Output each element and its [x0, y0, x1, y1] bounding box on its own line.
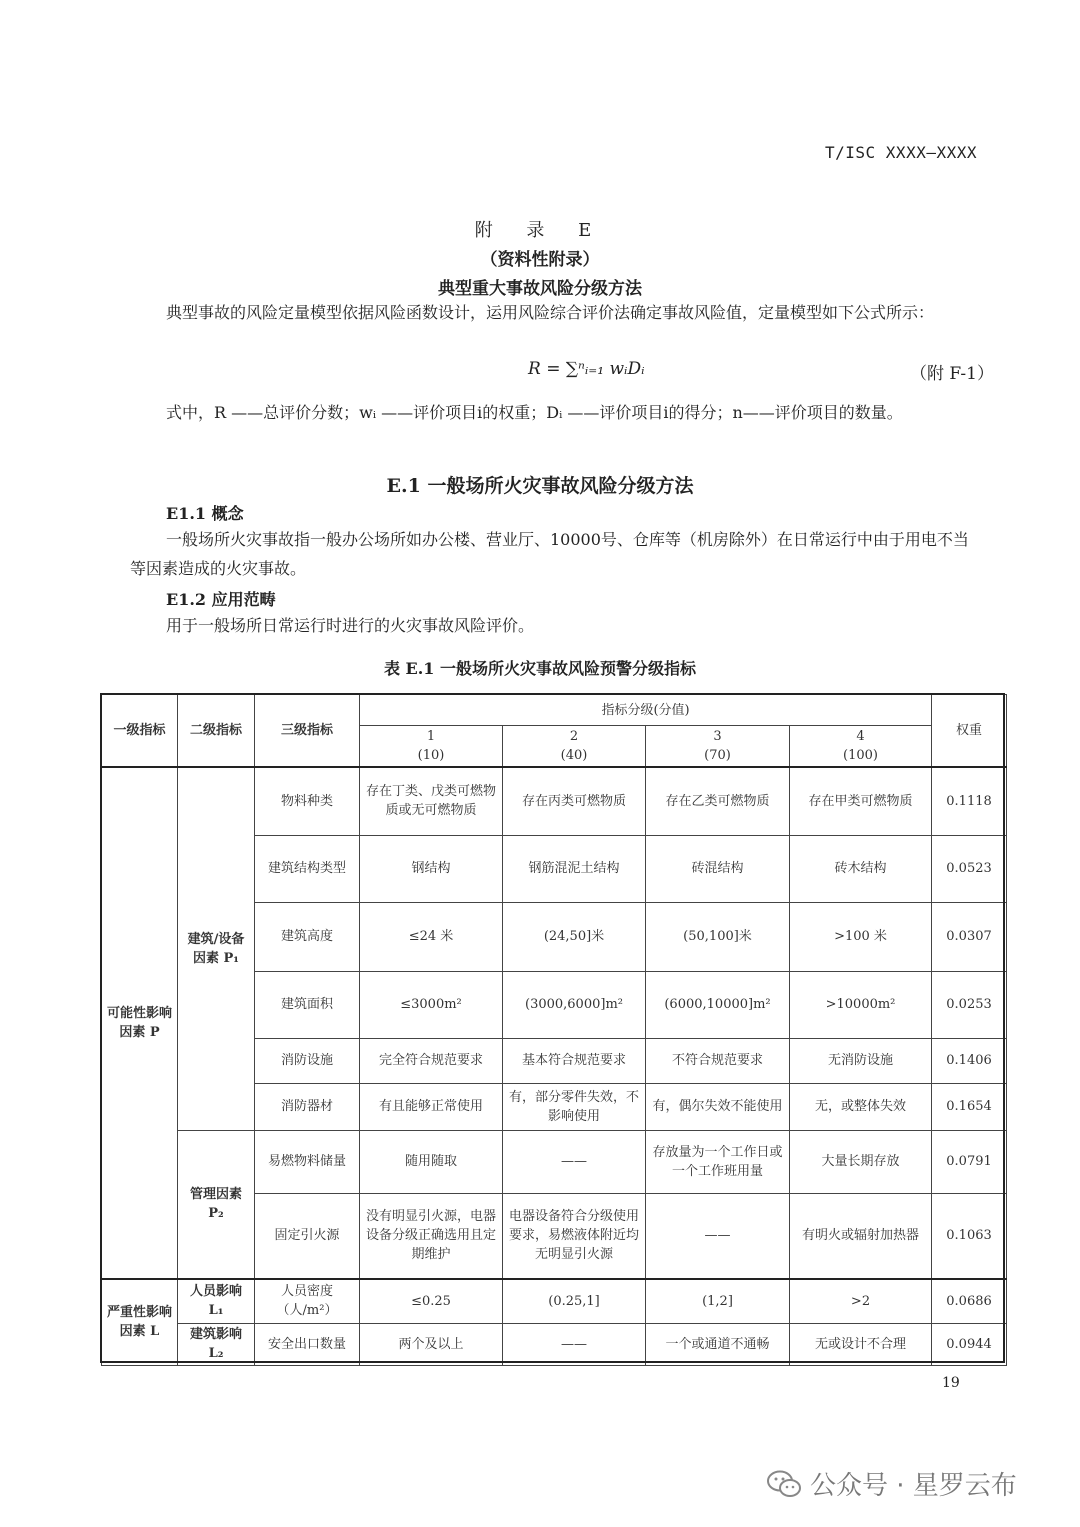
row-grade-2: —— [503, 1323, 646, 1365]
row-grade-4: 大量长期存放 [790, 1130, 932, 1193]
grade-score: (100) [843, 748, 878, 763]
header-grade-4 [790, 726, 932, 768]
row-weight: 0.0307 [932, 902, 1007, 971]
header-grade-1 [360, 726, 503, 768]
appendix-title: 附 录 E [474, 220, 606, 241]
row-weight: 0.0944 [932, 1323, 1007, 1365]
row-grade-2: 存在丙类可燃物质 [503, 767, 646, 835]
row-grade-1: 完全符合规范要求 [360, 1038, 503, 1083]
row-grade-4: 无或设计不合理 [790, 1323, 932, 1365]
row-grade-3: 一个或通道不通畅 [646, 1323, 790, 1365]
row-grade-2: (3000,6000]m² [503, 971, 646, 1038]
header-grading: 指标分级(分值) [360, 695, 932, 726]
row-name: 固定引火源 [255, 1193, 360, 1279]
row-grade-3: 存在乙类可燃物质 [646, 767, 790, 835]
grade-number: 1 [426, 729, 436, 744]
row-grade-4: 存在甲类可燃物质 [790, 767, 932, 835]
group-possibility: 可能性影响因素 P [102, 767, 178, 1279]
risk-grading-table [101, 694, 1007, 1366]
row-grade-1: 两个及以上 [360, 1323, 503, 1365]
formula: R = ∑ⁿᵢ₌₁ wᵢDᵢ [528, 359, 645, 379]
row-grade-2: —— [503, 1130, 646, 1193]
row-grade-1: 没有明显引火源，电器设备分级正确选用且定期维护 [360, 1193, 503, 1279]
sub-management: 管理因素 P₂ [178, 1130, 255, 1279]
grade-number: 4 [856, 729, 865, 744]
row-grade-4: 无，或整体失效 [790, 1083, 932, 1130]
row-grade-4: >10000m² [790, 971, 932, 1038]
sub-building-impact: 建筑影响 L₂ [178, 1323, 255, 1365]
row-grade-2: 有，部分零件失效，不影响使用 [503, 1083, 646, 1130]
group-severity: 严重性影响因素 L [102, 1279, 178, 1365]
intro-paragraph: 典型事故的风险定量模型依据风险函数设计，运用风险综合评价法确定事故风险值，定量模型如下公式所示： [166, 303, 935, 322]
row-grade-2: 钢筋混泥土结构 [503, 835, 646, 902]
row-name: 易燃物料储量 [255, 1130, 360, 1193]
row-name: 建筑高度 [255, 902, 360, 971]
row-name: 物料种类 [255, 767, 360, 835]
table-row [102, 767, 1007, 835]
header-grade-3 [646, 726, 790, 768]
header-grade-2 [503, 726, 646, 768]
page-number: 19 [942, 1375, 960, 1391]
row-grade-4: 砖木结构 [790, 835, 932, 902]
appendix-heading: 典型重大事故风险分级方法 [438, 279, 642, 299]
header-weight: 权重 [932, 695, 1007, 768]
watermark-text: 公众号 · 星罗云布 [810, 1471, 1017, 1501]
row-grade-4: >2 [790, 1279, 932, 1323]
row-name: 建筑面积 [255, 971, 360, 1038]
appendix-type: （资料性附录） [480, 250, 600, 270]
subsection-scope-text: 用于一般场所日常运行时进行的火灾事故风险评价。 [166, 616, 535, 635]
sub-building-equipment: 建筑/设备因素 P₁ [178, 767, 255, 1130]
header-level3: 三级指标 [255, 695, 360, 768]
row-grade-3: 有，偶尔失效不能使用 [646, 1083, 790, 1130]
row-name: 安全出口数量 [255, 1323, 360, 1365]
row-weight: 0.0686 [932, 1279, 1007, 1323]
row-grade-1: 随用随取 [360, 1130, 503, 1193]
section-title: E.1 一般场所火灾事故风险分级方法 [386, 475, 694, 497]
row-grade-2: (24,50]米 [503, 902, 646, 971]
row-grade-3: 存放量为一个工作日或一个工作班用量 [646, 1130, 790, 1193]
formula-explanation: 式中，R ——总评价分数；wᵢ ——评价项目i的权重；Dᵢ ——评价项目i的得分；n——评价项目的数量。 [166, 403, 903, 422]
table-row [102, 1130, 1007, 1193]
header-level2: 二级指标 [178, 695, 255, 768]
row-weight: 0.1654 [932, 1083, 1007, 1130]
row-name: 人员密度（人/m²） [255, 1279, 360, 1323]
formula-number: （附 F-1） [910, 364, 994, 384]
row-grade-1: 有且能够正常使用 [360, 1083, 503, 1130]
subsection-concept-text: 一般场所火灾事故指一般办公场所如办公楼、营业厅、10000号、仓库等（机房除外）在日常运行中由于用电不当等因素造成的火灾事故。 [130, 530, 969, 578]
sub-personnel: 人员影响 L₁ [178, 1279, 255, 1323]
row-weight: 0.1118 [932, 767, 1007, 835]
row-grade-2: 电器设备符合分级使用要求，易燃液体附近均无明显引火源 [503, 1193, 646, 1279]
row-grade-4: >100 米 [790, 902, 932, 971]
table-caption: 表 E.1 一般场所火灾事故风险预警分级指标 [383, 659, 697, 678]
grade-number: 3 [713, 729, 722, 744]
row-grade-2: (0.25,1] [503, 1279, 646, 1323]
row-name: 建筑结构类型 [255, 835, 360, 902]
grade-score: (70) [704, 748, 731, 763]
row-grade-1: ≤3000m² [360, 971, 503, 1038]
row-grade-2: 基本符合规范要求 [503, 1038, 646, 1083]
row-grade-1: ≤24 米 [360, 902, 503, 971]
row-grade-3: 砖混结构 [646, 835, 790, 902]
row-grade-3: (6000,10000]m² [646, 971, 790, 1038]
subsection-concept-title: E1.1 概念 [166, 504, 244, 523]
row-weight: 0.0791 [932, 1130, 1007, 1193]
row-grade-3: (50,100]米 [646, 902, 790, 971]
row-grade-4: 无消防设施 [790, 1038, 932, 1083]
row-grade-3: (1,2] [646, 1279, 790, 1323]
row-weight: 0.0523 [932, 835, 1007, 902]
row-weight: 0.1063 [932, 1193, 1007, 1279]
header-level1: 一级指标 [102, 695, 178, 768]
wechat-icon [766, 1469, 802, 1499]
row-grade-1: 钢结构 [360, 835, 503, 902]
row-name: 消防设施 [255, 1038, 360, 1083]
grade-number: 2 [569, 729, 579, 744]
row-name: 消防器材 [255, 1083, 360, 1130]
row-weight: 0.1406 [932, 1038, 1007, 1083]
table-row [102, 1279, 1007, 1323]
row-grade-4: 有明火或辐射加热器 [790, 1193, 932, 1279]
row-grade-3: —— [646, 1193, 790, 1279]
row-grade-3: 不符合规范要求 [646, 1038, 790, 1083]
grade-score: (40) [560, 748, 588, 763]
row-grade-1: ≤0.25 [360, 1279, 503, 1323]
row-weight: 0.0253 [932, 971, 1007, 1038]
watermark [766, 1465, 1017, 1502]
table-row [102, 1323, 1007, 1365]
grade-score: (10) [417, 748, 445, 763]
row-grade-1: 存在丁类、戊类可燃物质或无可燃物质 [360, 767, 503, 835]
subsection-scope-title: E1.2 应用范畴 [166, 590, 276, 609]
document-code: T/ISC XXXX—XXXX [825, 143, 977, 162]
